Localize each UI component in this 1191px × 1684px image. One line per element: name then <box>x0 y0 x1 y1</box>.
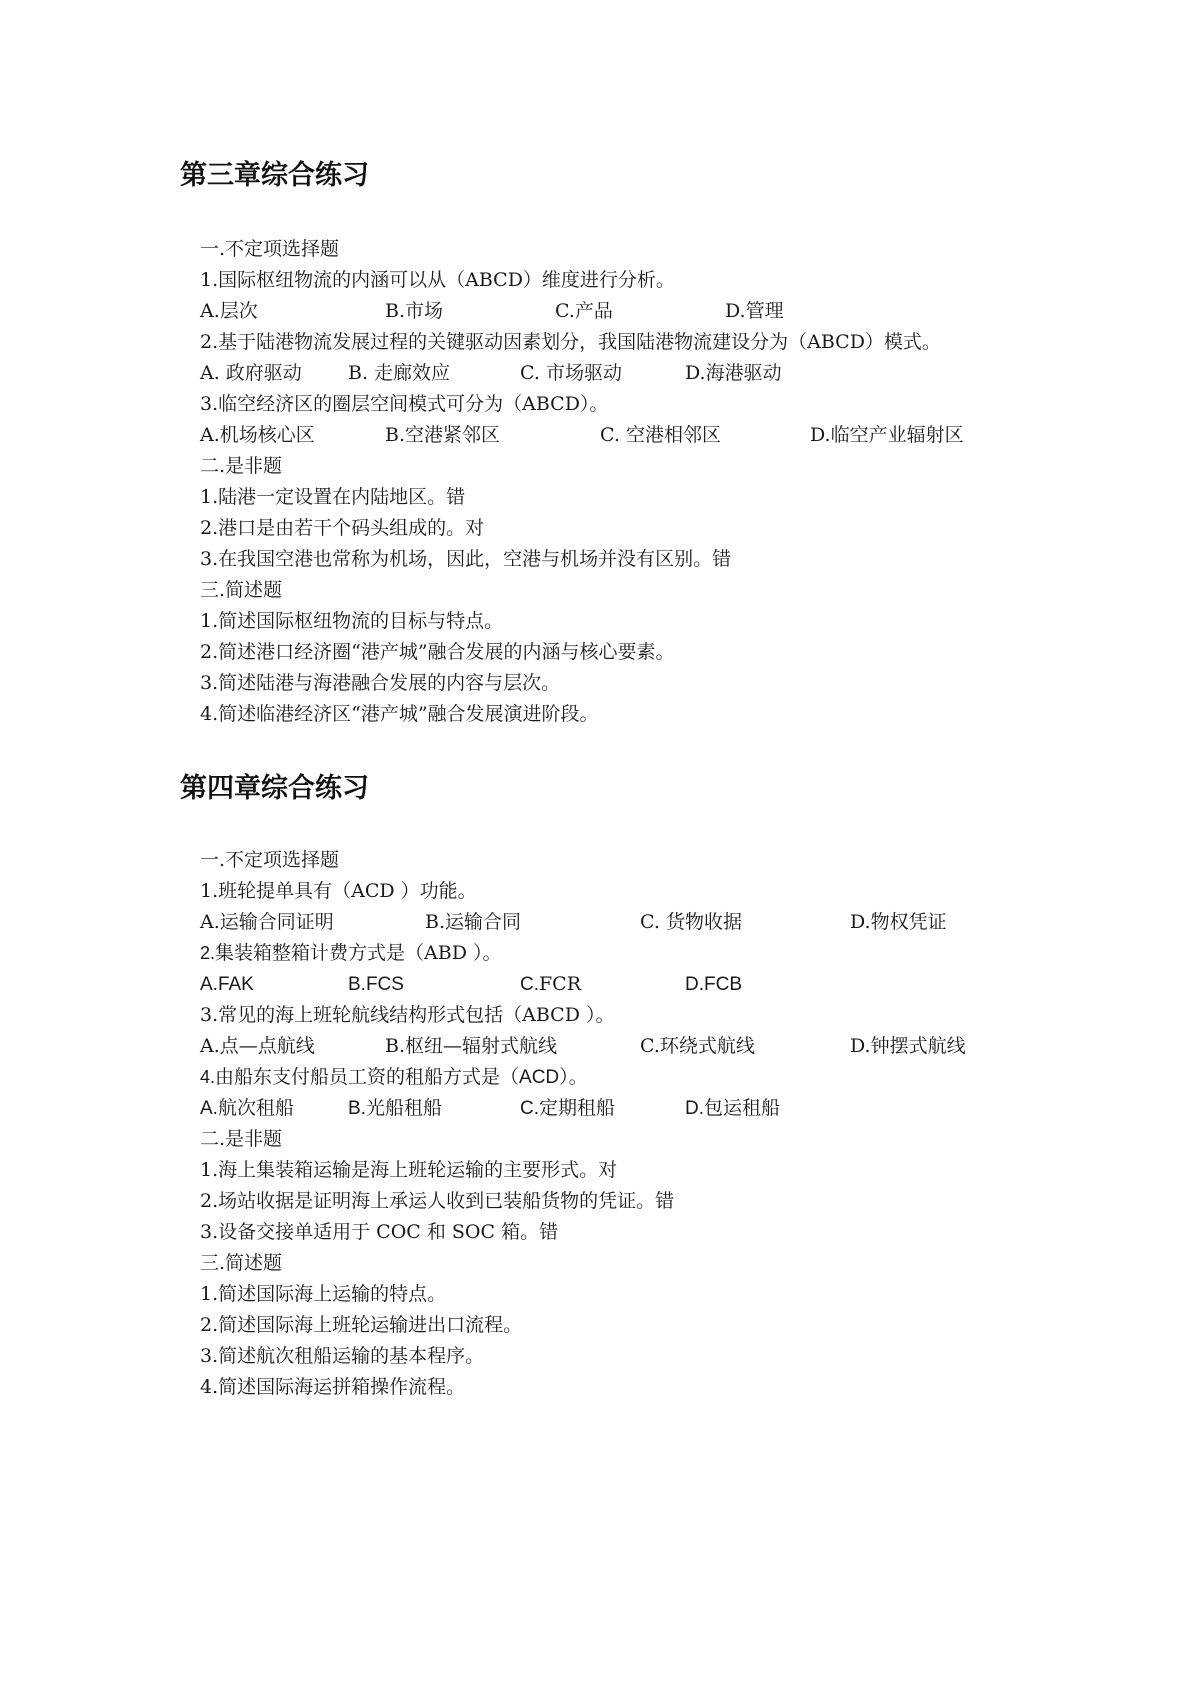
ch3-q1-option-d: D.管理 <box>725 300 784 322</box>
ch4-q4-options <box>200 1093 1060 1124</box>
ch3-q3-option-c: C. 空港相邻区 <box>600 424 721 446</box>
ch4-q3-option-a: A.点—点航线 <box>200 1035 315 1057</box>
ch3-q1-option-b: B.市场 <box>385 300 444 322</box>
ch4-sa-item: 4.简述国际海运拼箱操作流程。 <box>200 1376 466 1398</box>
ch4-q2-option-c: C.FCR <box>520 973 582 995</box>
ch4-q1-option-d: D.物权凭证 <box>850 911 947 933</box>
ch4-q1-option-b: B.运输合同 <box>425 911 522 933</box>
ch4-q1-option-c: C. 货物收据 <box>640 911 742 933</box>
ch4-q1-options <box>200 907 1060 938</box>
ch3-q2-option-d: D.海港驱动 <box>685 362 782 384</box>
ch4-q4-option-c: C.定期租船 <box>520 1097 616 1119</box>
ch3-q2-option-c: C. 市场驱动 <box>520 362 622 384</box>
ch3-q3-option-d: D.临空产业辐射区 <box>810 424 964 446</box>
ch3-tf-item: 1.陆港一定设置在内陆地区。错 <box>200 486 466 508</box>
ch3-q1-option-c: C.产品 <box>555 300 613 322</box>
ch4-q4-text-b: ）。 <box>559 1066 588 1088</box>
ch3-question-2: 2.基于陆港物流发展过程的关键驱动因素划分，我国陆港物流建设分为（ABCD）模式。 <box>200 331 941 353</box>
chapter-4-title: 第四章综合练习 <box>180 773 369 804</box>
ch3-sa-item: 3.简述陆港与海港融合发展的内容与层次。 <box>200 672 561 694</box>
ch4-q3-option-b: B.枢纽—辐射式航线 <box>385 1035 558 1057</box>
ch4-q4-option-b: B.光船租船 <box>348 1097 442 1119</box>
ch3-q1-option-a: A.层次 <box>200 300 258 322</box>
ch3-q1-options <box>200 296 1060 327</box>
ch4-q2-option-d: D.FCB <box>685 974 742 995</box>
ch4-q4-answer: ACD <box>519 1067 560 1088</box>
ch3-tf-item: 2.港口是由若干个码头组成的。对 <box>200 517 485 539</box>
ch4-q3-option-d: D.钟摆式航线 <box>850 1035 966 1057</box>
ch4-q2-text: 集装箱整箱计费方式是（ABD ）。 <box>215 942 502 964</box>
ch4-q4-option-d: D.包运租船 <box>685 1097 781 1119</box>
ch4-q3-options <box>200 1031 1060 1062</box>
ch3-q3-options <box>200 420 1060 451</box>
ch4-q1-option-a: A.运输合同证明 <box>200 911 334 933</box>
ch4-short-answer-heading: 三.简述题 <box>200 1252 283 1274</box>
ch4-question-1: 1.班轮提单具有（ACD ）功能。 <box>200 880 477 902</box>
ch4-q4-number: 4. <box>200 1067 216 1087</box>
ch3-q3-option-b: B.空港紧邻区 <box>385 424 501 446</box>
ch4-question-3: 3.常见的海上班轮航线结构形式包括（ABCD ）。 <box>200 1004 615 1026</box>
ch4-question-2 <box>200 938 501 969</box>
ch4-sa-item: 2.简述国际海上班轮运输进出口流程。 <box>200 1314 523 1336</box>
ch3-sa-item: 1.简述国际枢纽物流的目标与特点。 <box>200 610 504 632</box>
ch4-q2-number: 2. <box>200 943 216 963</box>
ch4-q3-option-c: C.环绕式航线 <box>640 1035 755 1057</box>
ch3-true-false-heading: 二.是非题 <box>200 455 283 477</box>
ch4-q2-option-b: B.FCS <box>348 974 404 995</box>
ch3-q3-option-a: A.机场核心区 <box>200 424 315 446</box>
ch4-true-false-heading: 二.是非题 <box>200 1128 283 1150</box>
ch4-sa-item: 1.简述国际海上运输的特点。 <box>200 1283 447 1305</box>
ch4-tf-item: 3.设备交接单适用于 COC 和 SOC 箱。错 <box>200 1221 559 1243</box>
ch3-multiple-choice-heading: 一.不定项选择题 <box>200 238 340 260</box>
ch4-q4-text-a: 由船东支付船员工资的租船方式是（ <box>215 1066 520 1088</box>
ch3-q2-options <box>200 358 1060 389</box>
chapter-3-title: 第三章综合练习 <box>180 160 369 191</box>
ch3-sa-item: 4.简述临港经济区“港产城”融合发展演进阶段。 <box>200 703 599 725</box>
ch4-q2-option-a: A.FAK <box>200 974 254 995</box>
ch3-question-1: 1.国际枢纽物流的内涵可以从（ABCD）维度进行分析。 <box>200 269 675 291</box>
ch3-short-answer-heading: 三.简述题 <box>200 579 283 601</box>
ch4-tf-item: 2.场站收据是证明海上承运人收到已装船货物的凭证。错 <box>200 1190 675 1212</box>
ch4-multiple-choice-heading: 一.不定项选择题 <box>200 849 340 871</box>
ch3-q2-option-a: A. 政府驱动 <box>200 362 302 384</box>
ch4-q4-option-a: A.航次租船 <box>200 1097 294 1119</box>
ch4-sa-item: 3.简述航次租船运输的基本程序。 <box>200 1345 485 1367</box>
ch3-question-3: 3.临空经济区的圈层空间模式可分为（ABCD）。 <box>200 393 609 415</box>
ch3-tf-item: 3.在我国空港也常称为机场，因此，空港与机场并没有区别。错 <box>200 548 732 570</box>
ch3-q2-option-b: B. 走廊效应 <box>348 362 451 384</box>
ch4-q2-options <box>200 969 1060 1000</box>
ch4-question-4 <box>200 1062 588 1093</box>
ch4-tf-item: 1.海上集装箱运输是海上班轮运输的主要形式。对 <box>200 1159 618 1181</box>
ch3-sa-item: 2.简述港口经济圈“港产城”融合发展的内涵与核心要素。 <box>200 641 675 663</box>
